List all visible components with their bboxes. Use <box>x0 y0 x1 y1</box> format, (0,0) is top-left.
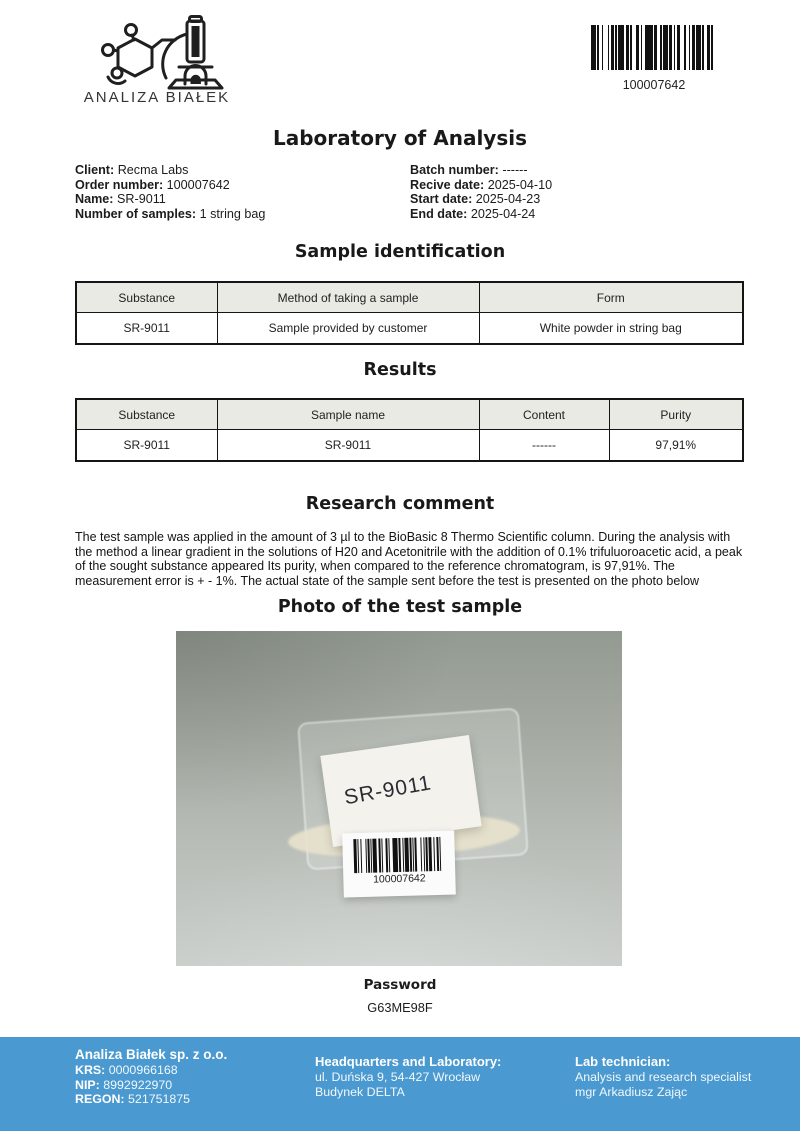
sample-label-text: SR-9011 <box>342 771 434 810</box>
page-title: Laboratory of Analysis <box>273 126 527 150</box>
nip-value: 8992922970 <box>103 1077 173 1092</box>
sample-identification-heading: Sample identification <box>294 242 506 262</box>
regon-line <box>75 1092 227 1107</box>
company-name: Analiza Białek sp. z o.o. <box>75 1047 228 1062</box>
table-row <box>76 313 743 345</box>
password-label: Password <box>363 977 437 993</box>
krs-line <box>75 1063 227 1078</box>
test-sample-photo <box>176 631 622 966</box>
headquarters-address: ul. Duńska 9, 54-427 Wrocław <box>315 1069 481 1084</box>
start-date-value: 2025-04-23 <box>475 192 541 207</box>
col-content: Content <box>479 399 609 430</box>
cell-substance: SR-9011 <box>76 313 217 345</box>
col-method: Method of taking a sample <box>217 282 479 313</box>
col-substance: Substance <box>76 399 217 430</box>
order-number-line <box>75 178 265 193</box>
order-barcode <box>590 25 718 92</box>
password-value: G63ME98F <box>367 1000 433 1015</box>
order-info-right <box>410 163 552 221</box>
regon-label: REGON: <box>75 1092 125 1107</box>
receive-date-line <box>410 178 552 193</box>
end-date-value: 2025-04-24 <box>470 206 536 221</box>
research-comment-heading: Research comment <box>305 494 495 514</box>
order-number-value: 100007642 <box>166 177 230 192</box>
samples-value: 1 string bag <box>199 206 266 221</box>
technician-role: Analysis and research specialist <box>575 1069 752 1084</box>
order-number-label: Order number: <box>75 177 164 192</box>
cell-form: White powder in string bag <box>479 313 743 345</box>
results-heading: Results <box>363 360 437 380</box>
table-row <box>76 430 743 462</box>
technician-name: mgr Arkadiusz Zając <box>575 1084 688 1099</box>
table-header-row <box>76 282 743 313</box>
col-purity: Purity <box>609 399 743 430</box>
table-header-row <box>76 399 743 430</box>
client-label: Client: <box>75 163 115 177</box>
research-comment-text: The test sample was applied in the amount of 3 µl to the BioBasic 8 Thermo Scientific column. During the analysis with the method a linear gradient in the solutions of H20 and Acetonitrile with the addition of 0.1% trifuluoroacetic acid, a peak of the sought substance appeared Its purity, when compared to the reference chromatogram, is 97,91%. The measurement error is + - 1%. The actual state of the sample sent before the test is presented on the photo below <box>75 530 743 588</box>
batch-line <box>410 163 552 178</box>
end-date-line <box>410 207 552 222</box>
sample-barcode-number: 100007642 <box>372 872 426 886</box>
receive-date-label: Recive date: <box>410 177 485 192</box>
photo-section-heading: Photo of the test sample <box>277 597 523 617</box>
cell-sample-name: SR-9011 <box>217 430 479 462</box>
krs-label: KRS: <box>75 1062 106 1077</box>
technician-title: Lab technician: <box>575 1054 671 1069</box>
order-barcode-number: 100007642 <box>622 78 686 92</box>
footer <box>0 1037 800 1131</box>
cell-method: Sample provided by customer <box>217 313 479 345</box>
headquarters-title: Headquarters and Laboratory: <box>315 1054 502 1069</box>
name-value: SR-9011 <box>117 192 166 207</box>
end-date-label: End date: <box>410 206 468 221</box>
client-value: Recma Labs <box>117 163 189 177</box>
logo-wordmark: ANALIZA BIAŁEK <box>83 89 231 106</box>
batch-value: ------ <box>502 163 528 177</box>
col-form: Form <box>479 282 743 313</box>
microscope-molecule-logo-icon <box>95 14 225 90</box>
barcode-icon <box>342 837 455 874</box>
name-label: Name: <box>75 192 114 207</box>
footer-technician-block <box>575 1055 751 1099</box>
start-date-line <box>410 192 552 207</box>
barcode-icon <box>590 25 718 70</box>
footer-headquarters-block <box>315 1055 501 1099</box>
start-date-label: Start date: <box>410 192 473 207</box>
samples-line <box>75 207 265 222</box>
headquarters-building: Budynek DELTA <box>315 1084 405 1099</box>
regon-value: 521751875 <box>128 1092 191 1107</box>
sample-barcode-label <box>342 831 456 898</box>
batch-label: Batch number: <box>410 163 499 177</box>
col-substance: Substance <box>76 282 217 313</box>
results-table <box>75 398 744 462</box>
footer-company-block <box>75 1048 227 1107</box>
col-sample-name: Sample name <box>217 399 479 430</box>
receive-date-value: 2025-04-10 <box>487 177 553 192</box>
samples-label: Number of samples: <box>75 206 197 221</box>
cell-substance: SR-9011 <box>76 430 217 462</box>
client-line <box>75 163 265 178</box>
sample-identification-table <box>75 281 744 345</box>
order-info-left <box>75 163 265 221</box>
cell-content: ------ <box>479 430 609 462</box>
nip-label: NIP: <box>75 1077 100 1092</box>
nip-line <box>75 1078 227 1093</box>
name-line <box>75 192 265 207</box>
cell-purity: 97,91% <box>609 430 743 462</box>
krs-value: 0000966168 <box>108 1062 178 1077</box>
